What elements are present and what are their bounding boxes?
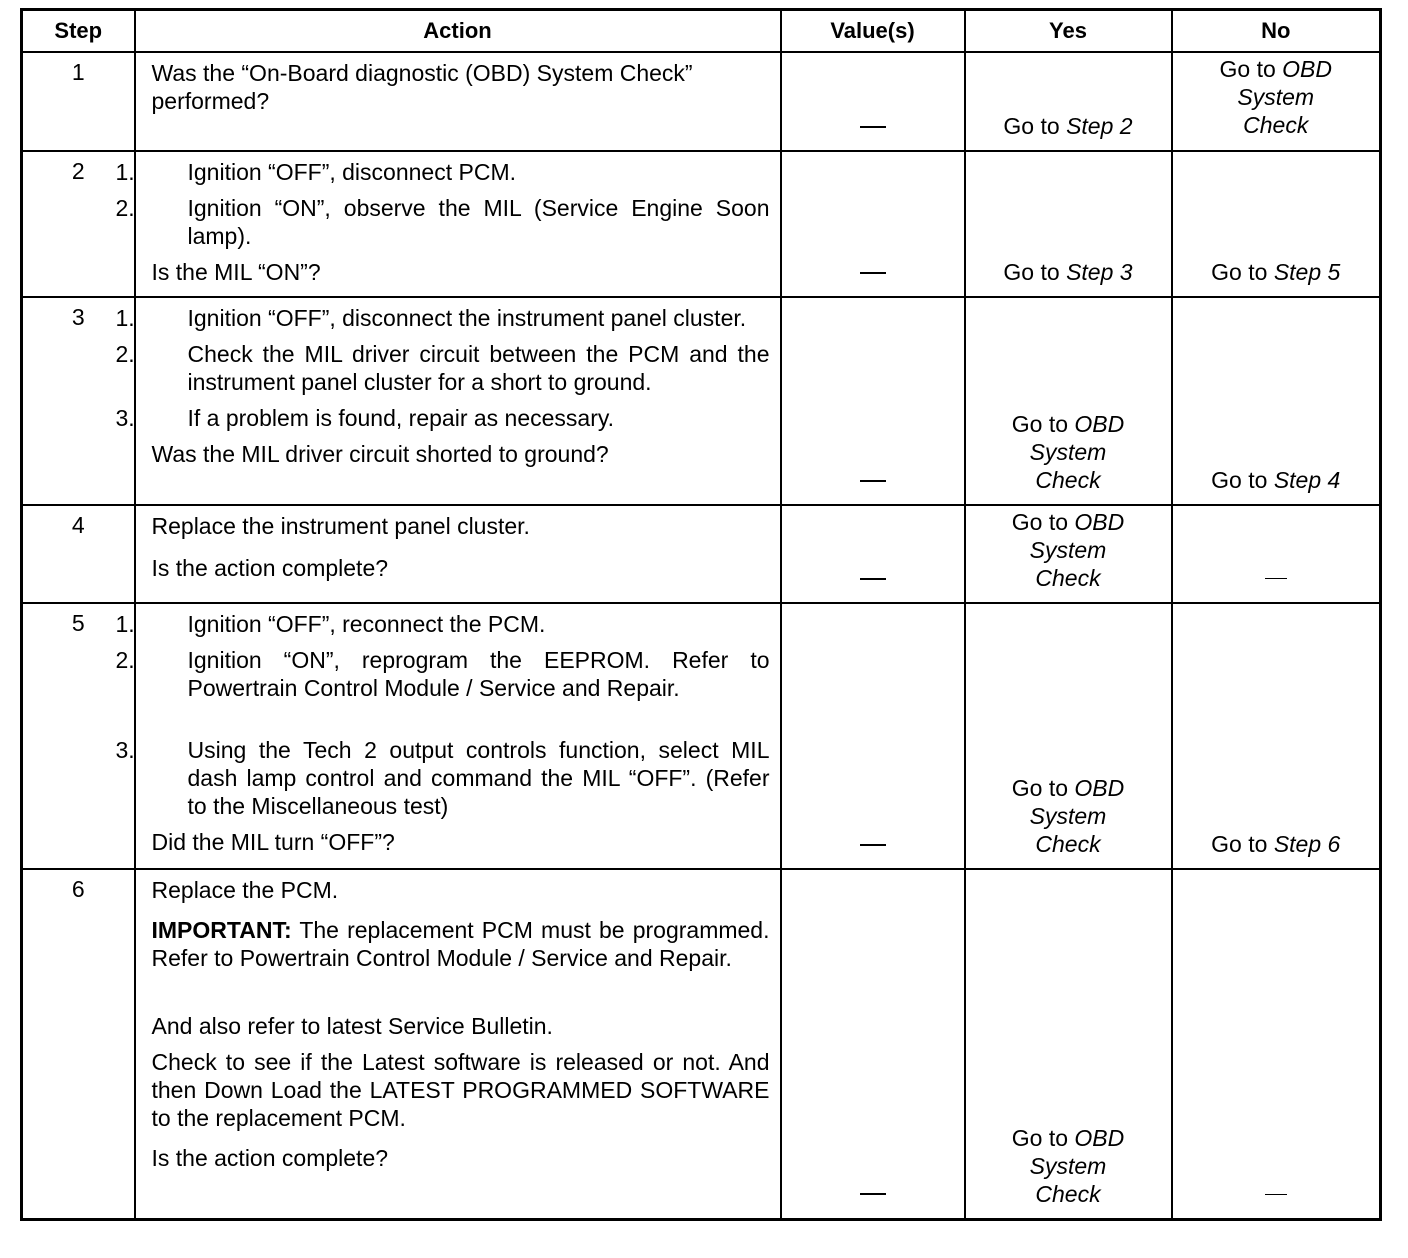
step-number: 6 [22, 869, 135, 1219]
value-dash [860, 126, 886, 128]
value-cell [781, 297, 965, 505]
action-question: Is the action complete? [151, 1145, 389, 1171]
action-cell: 1. Ignition “OFF”, disconnect PCM. 2. Ignition “ON”, observe the MIL (Service Engine Soon lamp). Is the MIL “ON”? [135, 151, 781, 297]
yes-cell: Go to OBD System Check [965, 603, 1172, 869]
value-cell [781, 505, 965, 603]
no-cell [1172, 505, 1381, 603]
header-values: Value(s) [781, 10, 965, 53]
step-number: 4 [22, 505, 135, 603]
no-cell [1172, 869, 1381, 1219]
yes-cell: Go to Step 2 [965, 52, 1172, 151]
action-cell [135, 52, 781, 151]
value-cell [781, 603, 965, 869]
header-no: No [1172, 10, 1381, 53]
table-row [22, 603, 1381, 869]
header-yes: Yes [965, 10, 1172, 53]
no-cell: Go to Step 4 [1172, 297, 1381, 505]
diagnostic-table [20, 8, 1382, 1221]
value-cell [781, 52, 965, 151]
no-cell: Go to Step 5 [1172, 151, 1381, 297]
action-cell: Replace the PCM. IMPORTANT: The replacement PCM must be programmed. Refer to Powertrain Control Module / Service and Repair. And also refer to latest Service Bulletin. Check to see if the Latest software is released or not. And then Down Load the LATEST PROGRAMMED SOFTWARE to the replacement PCM. Is the action complete? [135, 869, 781, 1219]
table-row [22, 297, 1381, 505]
no-dash [1265, 578, 1287, 579]
step-number: 5 [22, 603, 135, 869]
table-row [22, 505, 1381, 603]
header-action: Action [135, 10, 781, 53]
step-number: 3 [22, 297, 135, 505]
action-cell: 1. Ignition “OFF”, reconnect the PCM. 2. Ignition “ON”, reprogram the EEPROM. Refer to Powertrain Control Module / Service and Repair. 3. Using the Tech 2 output controls function, select MIL dash lamp control and command the MIL “OFF”. (Refer to the Miscellaneous test) Did the MIL turn “OFF”? [135, 603, 781, 869]
table-row [22, 151, 1381, 297]
action-cell: Replace the instrument panel cluster. Is the action complete? [135, 505, 781, 603]
action-question: Is the action complete? [151, 555, 389, 581]
value-cell [781, 151, 965, 297]
action-question: Was the “On-Board diagnostic (OBD) System Check” performed? [151, 60, 693, 114]
action-cell: 1. Ignition “OFF”, disconnect the instrument panel cluster. 2. Check the MIL driver circuit between the PCM and the instrument panel cluster for a short to ground. 3. If a problem is found, repair as necessary. Was the MIL driver circuit shorted to ground? [135, 297, 781, 505]
important-note: IMPORTANT: The replacement PCM must be programmed. Refer to Powertrain Control Module / Service and Repair. [151, 917, 770, 971]
table-row [22, 52, 1381, 151]
no-cell: Go to OBD System Check [1172, 52, 1381, 151]
header-step: Step [22, 10, 135, 53]
no-cell: Go to Step 6 [1172, 603, 1381, 869]
yes-cell: Go to OBD System Check [965, 297, 1172, 505]
action-question: Did the MIL turn “OFF”? [151, 829, 395, 855]
step-number: 2 [22, 151, 135, 297]
yes-cell: Go to Step 3 [965, 151, 1172, 297]
action-question: Was the MIL driver circuit shorted to ground? [151, 441, 609, 467]
action-question: Is the MIL “ON”? [151, 259, 321, 285]
step-number: 1 [22, 52, 135, 151]
yes-cell: Go to OBD System Check [965, 869, 1172, 1219]
table-row [22, 869, 1381, 1219]
value-cell [781, 869, 965, 1219]
no-dash [1265, 1194, 1287, 1195]
header-row [22, 10, 1381, 53]
yes-cell: Go to OBD System Check [965, 505, 1172, 603]
